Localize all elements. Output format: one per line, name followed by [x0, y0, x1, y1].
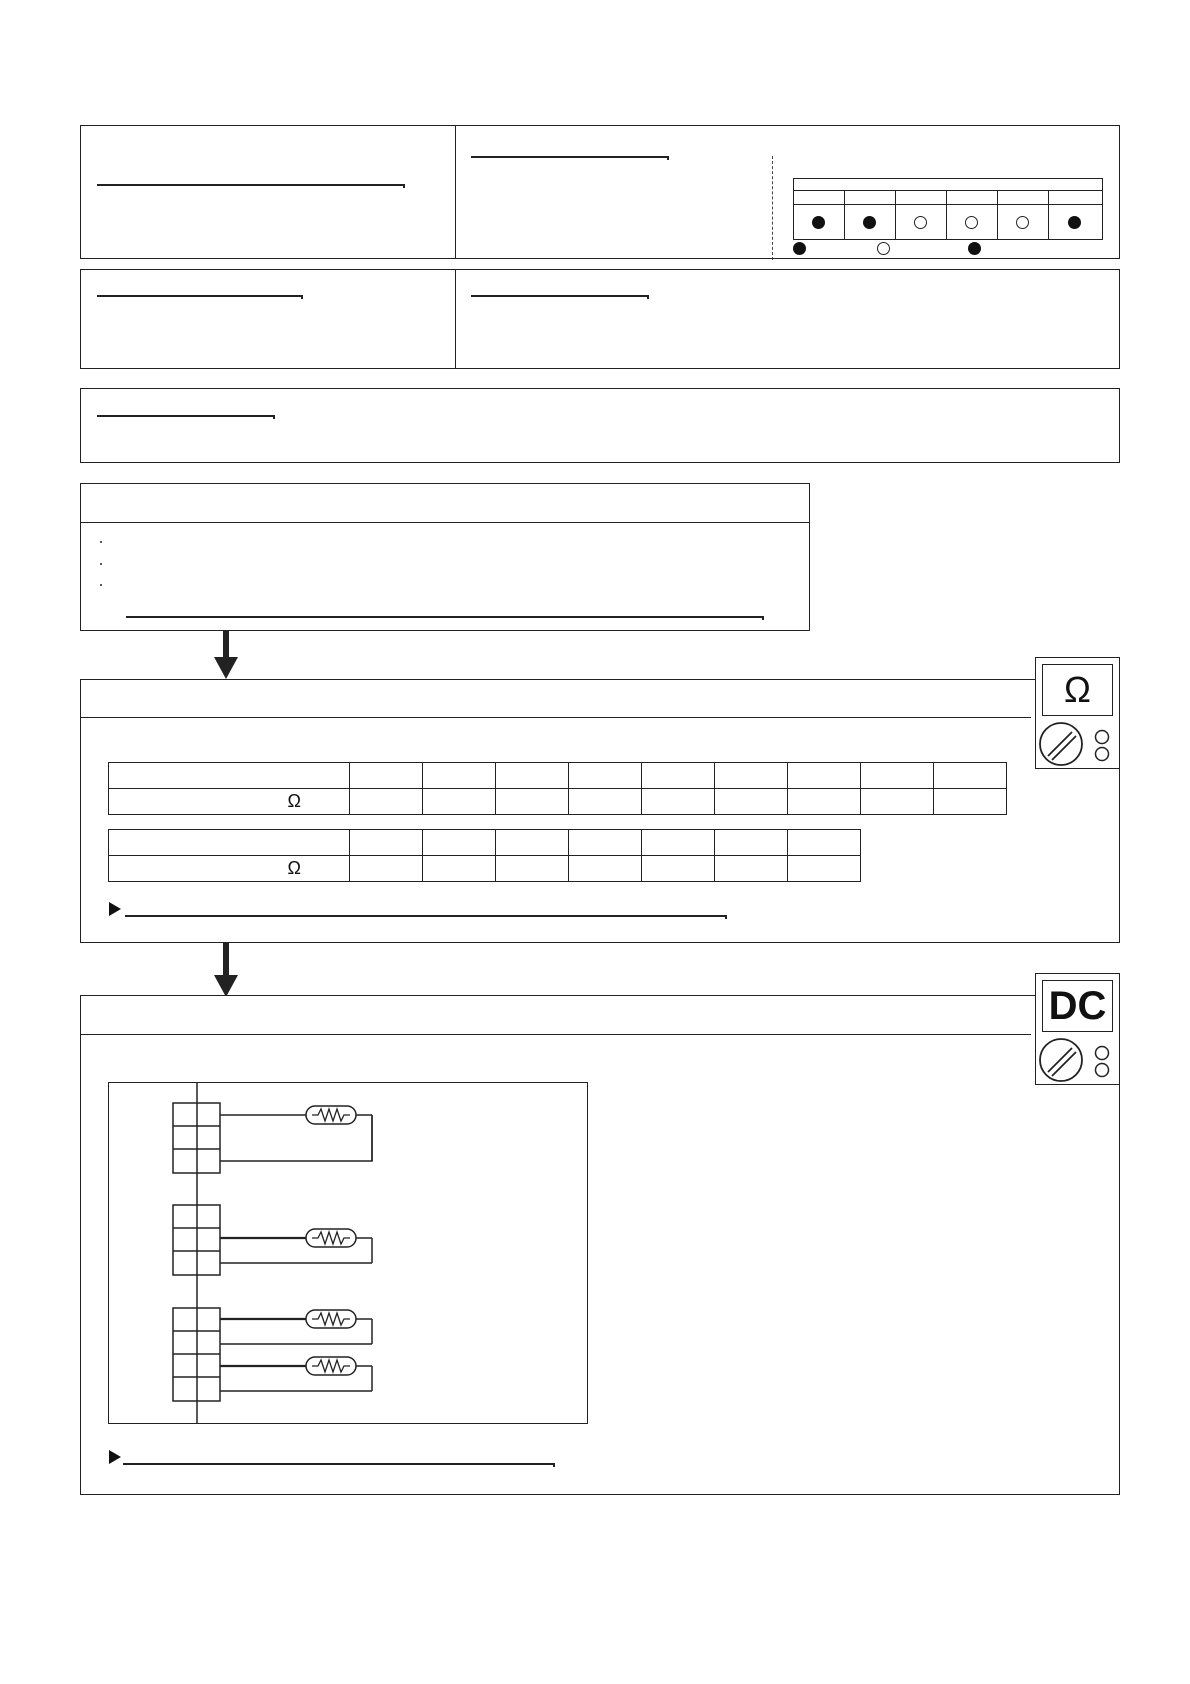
down-arrow-icon	[223, 943, 229, 977]
wiring-diagram	[108, 1082, 588, 1424]
table-row	[109, 830, 861, 856]
dial-icon	[1036, 1036, 1121, 1084]
header-right-panel	[455, 125, 1120, 259]
description-underline	[97, 415, 273, 417]
resistor-icon	[306, 1357, 356, 1375]
step-1-panel	[80, 483, 810, 631]
info-left-underline	[97, 295, 301, 297]
resistance-table-2	[108, 829, 861, 882]
table-row	[109, 789, 1007, 815]
resistor-icon	[306, 1229, 356, 1247]
dc-voltmeter-icon	[1035, 973, 1120, 1085]
step-1-underline	[126, 616, 762, 618]
pin-3-open	[914, 216, 927, 229]
dc-voltmeter-screen: DC	[1042, 980, 1113, 1032]
header-left-underline	[97, 184, 403, 186]
connector-pin-grid	[793, 178, 1103, 240]
bullet-1	[100, 541, 102, 543]
legend-dot-filled-1	[793, 242, 806, 255]
resistor-icon	[306, 1310, 356, 1328]
resistance-unit-label: Ω	[109, 856, 350, 882]
info-left-panel	[80, 269, 457, 369]
triangle-pointer-icon	[109, 1450, 121, 1464]
step-3-header	[81, 996, 1031, 1035]
info-right-panel	[455, 269, 1120, 369]
pin-2-filled	[863, 216, 876, 229]
step-1-header	[81, 484, 809, 523]
bullet-2	[100, 563, 102, 565]
header-left-panel	[80, 125, 457, 259]
triangle-pointer-icon	[109, 902, 121, 916]
connector-divider	[772, 156, 773, 260]
step-2-underline	[125, 915, 725, 917]
resistance-unit-label: Ω	[109, 789, 350, 815]
step-3-underline	[123, 1463, 553, 1465]
description-panel	[80, 388, 1120, 463]
down-arrow-icon	[223, 631, 229, 659]
wiring-diagram-svg	[109, 1083, 587, 1423]
pin-5-open	[1016, 216, 1029, 229]
pin-1-filled	[812, 216, 825, 229]
legend-dot-open	[877, 242, 890, 255]
step-2-resistance-panel	[80, 679, 1120, 943]
info-right-underline	[471, 295, 647, 297]
pin-4-open	[965, 216, 978, 229]
pin-6-filled	[1068, 216, 1081, 229]
resistor-icon	[306, 1106, 356, 1124]
legend-dot-filled-2	[968, 242, 981, 255]
ohmmeter-screen: Ω	[1042, 664, 1113, 716]
dial-icon	[1036, 720, 1121, 768]
table-row	[109, 763, 1007, 789]
ohmmeter-icon	[1035, 657, 1120, 769]
resistance-table-1	[108, 762, 1007, 815]
table-row	[109, 856, 861, 882]
step-2-header	[81, 680, 1031, 718]
bullet-3	[100, 584, 102, 586]
step-3-voltage-panel	[80, 995, 1120, 1495]
header-right-underline	[471, 156, 667, 158]
